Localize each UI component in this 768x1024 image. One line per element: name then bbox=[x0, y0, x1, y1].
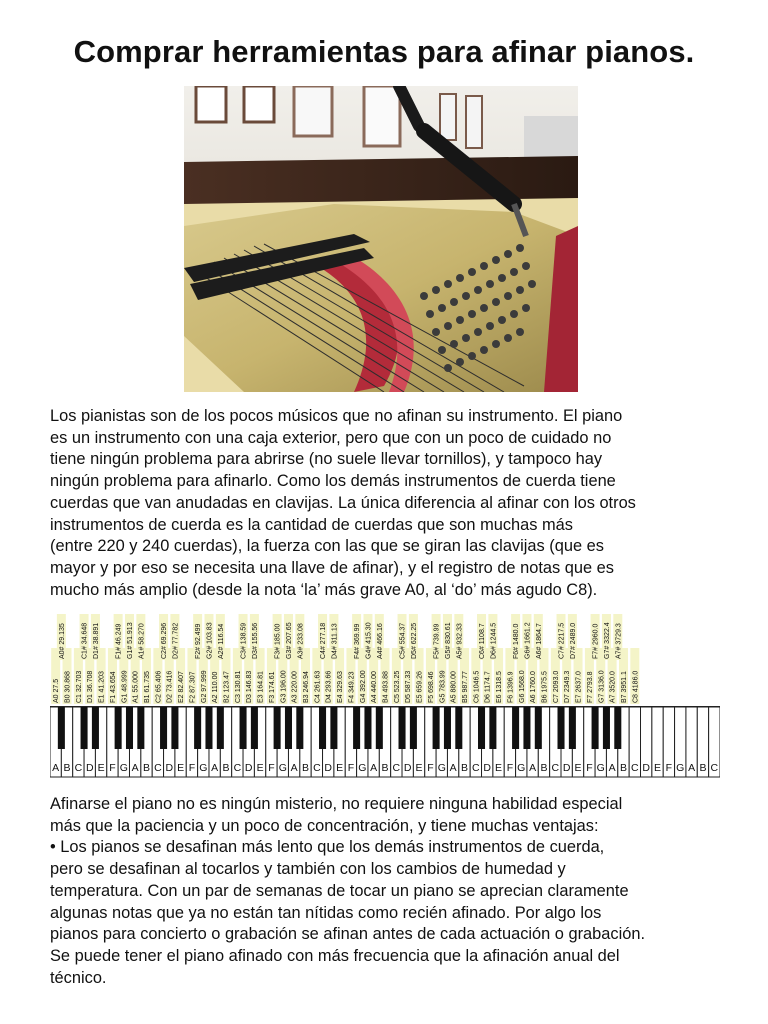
black-key bbox=[194, 707, 201, 749]
white-key-letter: A bbox=[131, 762, 139, 774]
white-key-letter: G bbox=[278, 762, 287, 774]
white-key-letter: A bbox=[211, 762, 219, 774]
text-line: algunas notas que ya no están tan nítidas como recién afinado. Por algo los bbox=[50, 903, 602, 922]
white-key-letter: F bbox=[506, 762, 514, 774]
white-key-letter: D bbox=[483, 762, 492, 774]
white-key-frequency: D1 36.708 bbox=[87, 670, 95, 703]
white-key-letter: D bbox=[403, 762, 412, 774]
black-key bbox=[126, 707, 133, 749]
white-key-letter: E bbox=[574, 762, 582, 774]
black-key bbox=[330, 707, 337, 749]
white-key-frequency: E4 329.63 bbox=[337, 671, 345, 703]
white-key-letter: D bbox=[562, 762, 571, 774]
white-key-letter: A bbox=[529, 762, 537, 774]
white-key-letter: D bbox=[165, 762, 174, 774]
white-key-letter: B bbox=[222, 762, 230, 774]
white-key-frequency: D4 293.66 bbox=[325, 670, 333, 703]
white-key-frequency: E6 1318.5 bbox=[496, 671, 504, 703]
key-frequency-labels bbox=[50, 612, 720, 706]
white-key-letter: B bbox=[63, 762, 71, 774]
white-key-frequency: F5 698.46 bbox=[427, 671, 435, 703]
black-key-frequency: A6# 1864.7 bbox=[535, 623, 543, 659]
white-key-letter: G bbox=[119, 762, 128, 774]
white-key-frequency: C8 4186.0 bbox=[632, 670, 640, 703]
white-key-letter: F bbox=[586, 762, 593, 774]
black-key-frequency: C2# 69.296 bbox=[161, 622, 169, 659]
black-key bbox=[489, 707, 496, 749]
black-key-frequency: G7# 3322.4 bbox=[603, 622, 611, 659]
black-key-frequency: F5# 739.99 bbox=[433, 623, 441, 659]
black-key bbox=[614, 707, 621, 749]
text-line: es un instrumento con una caja exterior, pero que con un poco de cuidado no bbox=[50, 428, 612, 447]
white-key-frequency: D5 587.33 bbox=[405, 670, 413, 703]
black-key-frequency: F4# 369.99 bbox=[354, 623, 362, 659]
white-key-letter: A bbox=[688, 762, 696, 774]
black-key-frequency: G1# 51.913 bbox=[126, 622, 134, 659]
white-key-frequency: A4 440.00 bbox=[371, 671, 379, 703]
white-key-letter: B bbox=[619, 762, 627, 774]
white-key-letter: F bbox=[427, 762, 434, 774]
black-key-frequency: D6# 1244.5 bbox=[490, 622, 498, 659]
black-key-frequency: A0# 29.135 bbox=[58, 623, 66, 659]
white-key-letter: D bbox=[324, 762, 333, 774]
text-line: • Los pianos se desafinan más lento que los demás instrumentos de cuerda, bbox=[50, 838, 605, 857]
white-key-letter: F bbox=[665, 762, 673, 774]
black-key-frequency: F6# 1480.0 bbox=[513, 623, 521, 659]
black-key-frequency: A1# 58.270 bbox=[138, 623, 146, 659]
piano-keyboard-diagram bbox=[50, 706, 720, 778]
white-key-frequency: F3 174.61 bbox=[268, 671, 276, 703]
black-key-frequency: D2# 77.782 bbox=[172, 622, 180, 659]
white-key-letter: C bbox=[74, 762, 83, 774]
white-key-letter: G bbox=[199, 762, 208, 774]
white-key-frequency: G5 783.99 bbox=[439, 670, 447, 703]
white-key-letter: C bbox=[313, 762, 321, 774]
text-line: pianos para concierto o grabación se afinan antes de cada actuación o grabación. bbox=[50, 925, 646, 944]
white-key-frequency: E5 659.26 bbox=[416, 671, 424, 703]
white-key-letter: B bbox=[460, 762, 468, 774]
black-key-frequency: D5# 622.25 bbox=[410, 622, 418, 659]
black-key bbox=[319, 707, 326, 749]
white-key-frequency: F6 1396.9 bbox=[507, 671, 515, 703]
black-key bbox=[399, 707, 406, 749]
black-key bbox=[217, 707, 224, 749]
text-line: ningún problema para afinarlo. Como los demás instrumentos de cuerda tiene bbox=[50, 472, 616, 491]
white-key-frequency: B0 30.868 bbox=[64, 671, 72, 703]
black-key bbox=[592, 707, 599, 749]
white-key-frequency: D6 1174.7 bbox=[484, 671, 492, 703]
white-key-frequency: A1 55.000 bbox=[132, 671, 140, 703]
white-key-frequency: C4 261.63 bbox=[314, 670, 322, 703]
white-key-letter: E bbox=[415, 762, 423, 774]
black-key bbox=[569, 707, 576, 749]
black-key bbox=[455, 707, 462, 749]
black-key bbox=[296, 707, 303, 749]
white-key-letter: C bbox=[551, 762, 560, 774]
text-line: temperatura. Con un par de semanas de tocar un piano se aprecian claramente bbox=[50, 881, 629, 900]
white-key-frequency: D7 2349.3 bbox=[564, 670, 572, 703]
black-key bbox=[353, 707, 360, 749]
black-key bbox=[376, 707, 383, 749]
black-key bbox=[58, 707, 65, 749]
white-key-frequency: D2 73.416 bbox=[166, 670, 174, 703]
white-key-frequency: B1 61.735 bbox=[144, 671, 152, 703]
white-key-letter: D bbox=[85, 762, 94, 774]
white-key-letter: B bbox=[381, 762, 389, 774]
white-key-frequency: A5 880.00 bbox=[450, 671, 458, 703]
text-line: instrumentos de cuerda es la cantidad de cuerdas que son muchas más bbox=[50, 515, 573, 534]
white-key-frequency: B4 493.88 bbox=[382, 671, 390, 703]
white-key-frequency: C7 2093.0 bbox=[552, 670, 560, 703]
white-key-letter: E bbox=[256, 762, 264, 774]
black-key-frequency: C6# 1108.7 bbox=[479, 623, 487, 659]
white-key-frequency: G1 48.999 bbox=[121, 670, 129, 703]
black-key bbox=[603, 707, 610, 749]
white-key-frequency: A3 220.00 bbox=[291, 671, 299, 703]
black-key-frequency: F2# 92.499 bbox=[195, 623, 203, 659]
white-key-frequency: F2 87.307 bbox=[189, 671, 197, 703]
black-key bbox=[444, 707, 451, 749]
black-key-frequency: A2# 116.54 bbox=[217, 623, 225, 659]
black-key-frequency: A3# 233.08 bbox=[297, 623, 305, 659]
black-key bbox=[512, 707, 519, 749]
piano-tuning-photo-illustration bbox=[184, 86, 578, 392]
white-key-letter: E bbox=[495, 762, 503, 774]
text-line: más que la paciencia y un poco de concentración, y tiene muchas ventajas: bbox=[50, 816, 599, 835]
white-key-frequency: A0 27.5 bbox=[53, 678, 61, 703]
white-key-frequency: B6 1975.5 bbox=[541, 671, 549, 703]
black-key-frequency: A7# 3729.3 bbox=[615, 623, 623, 659]
white-key-letter: C bbox=[392, 762, 401, 774]
black-key bbox=[240, 707, 247, 749]
white-key-letter: C bbox=[710, 762, 719, 774]
black-key-frequency: D7# 2489.0 bbox=[569, 622, 577, 659]
white-key-frequency: A2 110.00 bbox=[212, 671, 220, 703]
white-key-letter: A bbox=[449, 762, 457, 774]
black-key bbox=[115, 707, 122, 749]
white-key-frequency: G6 1568.0 bbox=[518, 670, 526, 703]
text-line: cuerdas que van anudadas en clavijas. La única diferencia al afinar con los otros bbox=[50, 493, 636, 512]
white-key-letter: D bbox=[244, 762, 253, 774]
white-key-letter: A bbox=[52, 762, 60, 774]
white-key-letter: G bbox=[517, 762, 526, 774]
black-key bbox=[433, 707, 440, 749]
black-key-frequency: C4# 277.18 bbox=[320, 622, 328, 659]
text-line: mucho más amplio (desde la nota ‘la’ más grave A0, al ‘do’ más agudo C8). bbox=[50, 580, 598, 599]
black-key bbox=[160, 707, 167, 749]
text-line: técnico. bbox=[50, 968, 107, 987]
white-key-frequency: G4 392.00 bbox=[359, 670, 367, 703]
white-key-letter: E bbox=[177, 762, 185, 774]
white-key-frequency: C1 32.703 bbox=[75, 670, 83, 703]
white-key-letter: B bbox=[699, 762, 707, 774]
page-title: Comprar herramientas para afinar pianos. bbox=[73, 34, 695, 69]
white-key-frequency: B3 246.94 bbox=[303, 671, 311, 703]
black-key bbox=[285, 707, 292, 749]
white-key-letter: E bbox=[97, 762, 105, 774]
intro-paragraph bbox=[50, 406, 740, 601]
black-key-frequency: C7# 2217.5 bbox=[558, 622, 566, 659]
white-key-frequency: E7 2637.0 bbox=[575, 671, 583, 703]
black-key-frequency: F3# 185.00 bbox=[274, 623, 282, 659]
white-key-letter: C bbox=[631, 762, 639, 774]
black-key bbox=[171, 707, 178, 749]
white-key-letter: A bbox=[290, 762, 298, 774]
white-key-letter: B bbox=[540, 762, 548, 774]
black-key bbox=[523, 707, 530, 749]
white-key-frequency: D3 146.83 bbox=[246, 670, 254, 703]
white-key-frequency: G7 3136.0 bbox=[598, 670, 606, 703]
black-key bbox=[535, 707, 542, 749]
black-key bbox=[251, 707, 258, 749]
white-key-letter: B bbox=[143, 762, 151, 774]
white-key-frequency: B7 3951.1 bbox=[620, 671, 628, 703]
white-key-letter: F bbox=[347, 762, 355, 774]
white-key-letter: C bbox=[154, 762, 162, 774]
black-key bbox=[410, 707, 417, 749]
white-key-frequency: C5 523.25 bbox=[393, 670, 401, 703]
text-line: Los pianistas son de los pocos músicos que no afinan su instrumento. El piano bbox=[50, 407, 623, 425]
white-key-frequency: A6 1760.0 bbox=[530, 671, 538, 703]
black-key-frequency: D1# 38.891 bbox=[92, 622, 100, 659]
black-key-frequency: G3# 207.65 bbox=[285, 622, 293, 659]
black-key-frequency: G4# 415.30 bbox=[365, 622, 373, 659]
white-key-letter: A bbox=[370, 762, 378, 774]
white-key-letter: G bbox=[358, 762, 367, 774]
black-key-frequency: C3# 138.59 bbox=[240, 622, 248, 659]
text-line: mayor y por eso se necesita una llave de afinar), y el registro de notas que es bbox=[50, 558, 614, 577]
white-key-frequency: G3 196.00 bbox=[280, 670, 288, 703]
white-key-letter: C bbox=[233, 762, 242, 774]
white-key-frequency: E1 41.203 bbox=[98, 671, 106, 703]
black-key bbox=[274, 707, 281, 749]
text-line: Se puede tener el piano afinado con más frecuencia que la afinación anual del bbox=[50, 946, 620, 965]
text-line: pero se desafinan al tocarlos y también con los cambios de humedad y bbox=[50, 860, 566, 879]
white-key-letter: E bbox=[654, 762, 662, 774]
black-key-frequency: F1# 46.249 bbox=[115, 623, 123, 659]
white-key-letter: F bbox=[188, 762, 196, 774]
black-key bbox=[81, 707, 88, 749]
white-key-letter: G bbox=[437, 762, 446, 774]
black-key-frequency: A5# 932.33 bbox=[456, 623, 464, 659]
white-key-letter: C bbox=[472, 762, 480, 774]
black-key-frequency: D4# 311.13 bbox=[331, 623, 339, 659]
text-line: tiene ningún problema para abrirse (no suele llevar tornillos), y tampoco hay bbox=[50, 450, 603, 469]
white-key-frequency: C6 1046.5 bbox=[473, 670, 481, 703]
white-key-letter: G bbox=[676, 762, 685, 774]
white-key-letter: F bbox=[109, 762, 116, 774]
black-key bbox=[137, 707, 144, 749]
white-key-frequency: F4 349.23 bbox=[348, 671, 356, 703]
white-key-letter: B bbox=[302, 762, 310, 774]
white-key-frequency: F7 2793.8 bbox=[586, 671, 594, 703]
piano-interior-photo bbox=[184, 86, 578, 392]
black-key-frequency: D3# 155.56 bbox=[251, 622, 259, 659]
text-line: (entre 220 y 240 cuerdas), la fuerza con las que se giran las clavijas (que es bbox=[50, 537, 604, 556]
black-key-frequency: A4# 466.16 bbox=[376, 623, 384, 659]
black-key bbox=[364, 707, 371, 749]
benefits-paragraph bbox=[50, 794, 740, 989]
white-key-frequency: E3 164.81 bbox=[257, 671, 265, 703]
black-key-frequency: C1# 34.648 bbox=[81, 622, 89, 659]
white-key-frequency: G2 97.999 bbox=[200, 670, 208, 703]
text-line: Afinarse el piano no es ningún misterio, no requiere ninguna habilidad especial bbox=[50, 795, 623, 813]
black-key-frequency: F7# 2960.0 bbox=[592, 623, 600, 659]
white-key-letter: E bbox=[336, 762, 344, 774]
white-key-frequency: A7 3520.0 bbox=[609, 671, 617, 703]
black-key-frequency: C5# 554.37 bbox=[399, 622, 407, 659]
black-key bbox=[92, 707, 99, 749]
black-key-frequency: G5# 830.61 bbox=[444, 622, 452, 659]
white-key-frequency: B5 987.77 bbox=[461, 671, 469, 703]
black-key-frequency: G6# 1661.2 bbox=[524, 622, 532, 659]
black-key bbox=[557, 707, 564, 749]
white-key-letter: D bbox=[642, 762, 650, 774]
white-key-frequency: F1 43.654 bbox=[109, 671, 117, 703]
black-key bbox=[478, 707, 485, 749]
white-key-letter: F bbox=[268, 762, 275, 774]
white-key-letter: A bbox=[608, 762, 616, 774]
white-key-frequency: E2 82.407 bbox=[178, 671, 186, 703]
black-key-frequency: G2# 103.83 bbox=[206, 622, 214, 659]
white-key-frequency: C3 130.81 bbox=[234, 670, 242, 703]
white-key-letter: G bbox=[596, 762, 605, 774]
white-key-frequency: C2 65.406 bbox=[155, 670, 163, 703]
white-key-frequency: B2 123.47 bbox=[223, 671, 231, 703]
black-key bbox=[205, 707, 212, 749]
